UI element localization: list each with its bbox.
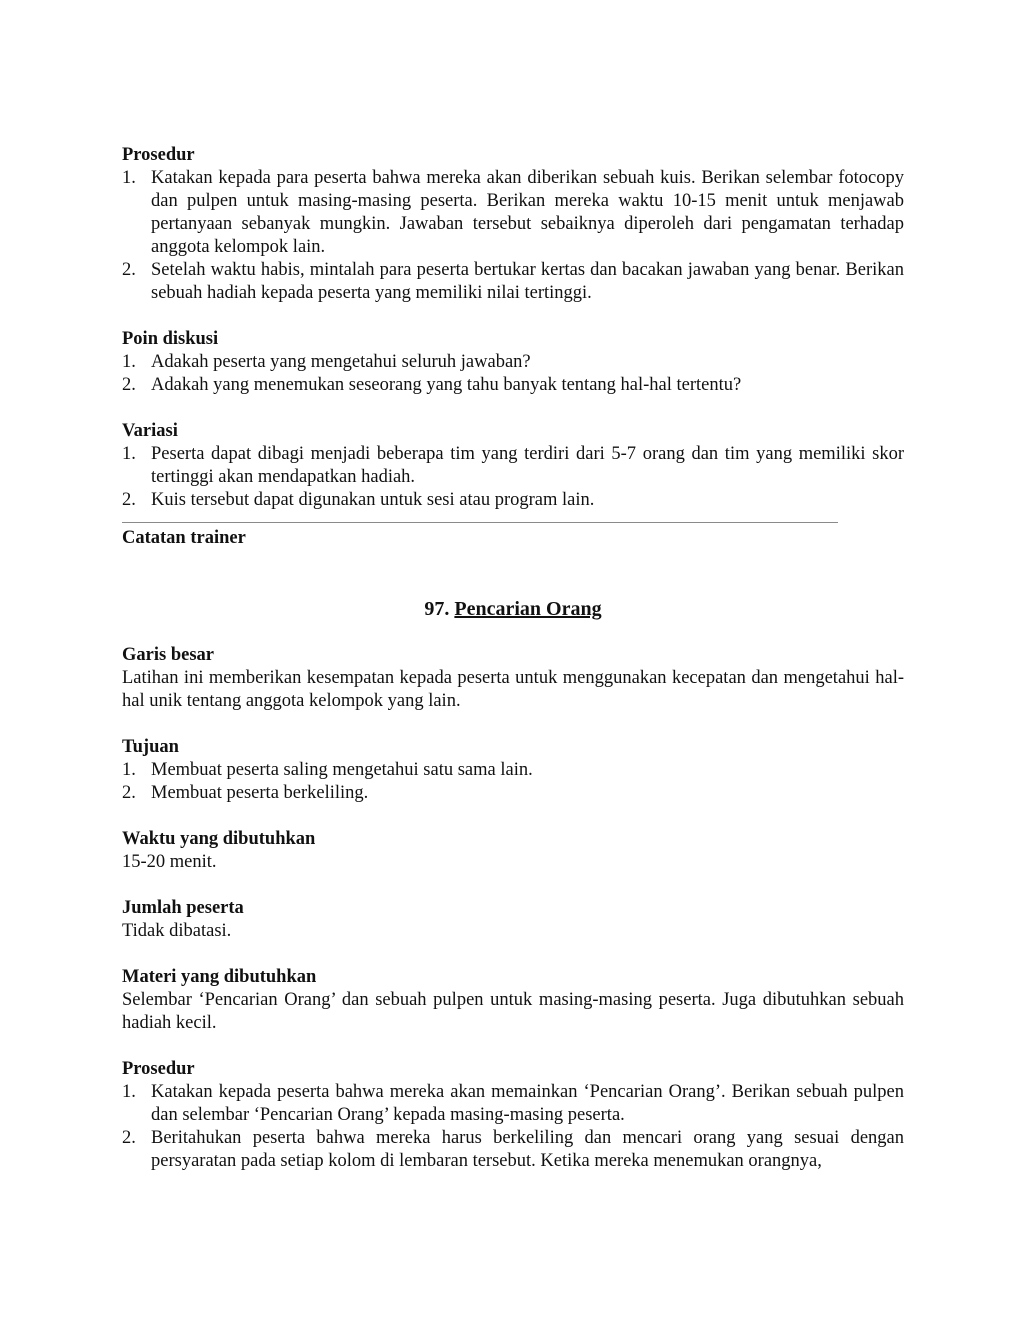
section-prosedur-1 [122, 144, 904, 305]
item-number: 1. [122, 760, 136, 780]
item-text: Adakah peserta yang mengetahui seluruh jawaban? [151, 352, 531, 372]
list-item [122, 443, 904, 489]
list-item [122, 374, 904, 397]
catatan-trainer-heading: Catatan trainer [122, 528, 246, 548]
numbered-list [122, 443, 904, 512]
section-tujuan [122, 736, 904, 805]
section-paragraph: 15-20 menit. [122, 852, 217, 872]
section-heading: Poin diskusi [122, 329, 219, 349]
list-item [122, 167, 904, 259]
section-heading: Waktu yang dibutuhkan [122, 829, 316, 849]
section-prosedur-2 [122, 1058, 904, 1173]
item-number: 1. [122, 352, 136, 372]
numbered-list [122, 759, 904, 805]
item-text: Membuat peserta berkeliling. [151, 783, 369, 803]
item-number: 1. [122, 168, 136, 188]
numbered-list [122, 1081, 904, 1173]
section-garis-besar [122, 644, 904, 713]
list-item [122, 259, 904, 305]
activity-name: Pencarian Orang [454, 598, 602, 620]
section-heading: Garis besar [122, 645, 214, 665]
item-text: Katakan kepada para peserta bahwa mereka akan diberikan sebuah kuis. Berikan selembar fotocopy dan pulpen untuk masing-masing peserta. Berikan mereka waktu 10-15 menit untuk menjawab pertanyaan sebanyak mungkin. Jawaban tersebut sebaiknya diperoleh dari pengamatan terhadap anggota kelompok lain. [151, 168, 904, 257]
activity-title [122, 597, 904, 622]
item-number: 2. [122, 375, 136, 395]
item-text: Katakan kepada peserta bahwa mereka akan memainkan ‘Pencarian Orang’. Berikan sebuah pulpen dan selembar ‘Pencarian Orang’ kepada masing-masing peserta. [151, 1082, 904, 1125]
numbered-list [122, 167, 904, 305]
section-heading: Tujuan [122, 737, 179, 757]
list-item [122, 489, 904, 512]
section-materi [122, 966, 904, 1035]
item-text: Setelah waktu habis, mintalah para peserta bertukar kertas dan bacakan jawaban yang benar. Berikan sebuah hadiah kepada peserta yang memiliki nilai tertinggi. [151, 260, 904, 303]
item-number: 1. [122, 444, 136, 464]
numbered-list [122, 351, 904, 397]
item-text: Peserta dapat dibagi menjadi beberapa tim yang terdiri dari 5-7 orang dan tim yang memiliki skor tertinggi akan mendapatkan hadiah. [151, 444, 904, 487]
list-item [122, 351, 904, 374]
section-heading: Jumlah peserta [122, 898, 244, 918]
section-heading: Prosedur [122, 145, 195, 165]
list-item [122, 782, 904, 805]
item-number: 2. [122, 783, 136, 803]
list-item [122, 1127, 904, 1173]
section-paragraph: Tidak dibatasi. [122, 921, 232, 941]
section-paragraph: Selembar ‘Pencarian Orang’ dan sebuah pulpen untuk masing-masing peserta. Juga dibutuhkan sebuah hadiah kecil. [122, 990, 904, 1033]
list-item [122, 1081, 904, 1127]
section-heading: Variasi [122, 421, 178, 441]
section-waktu [122, 828, 904, 874]
item-text: Beritahukan peserta bahwa mereka harus berkeliling dan mencari orang yang sesuai dengan persyaratan pada setiap kolom di lembaran tersebut. Ketika mereka menemukan orangnya, [151, 1128, 904, 1171]
item-text: Adakah yang menemukan seseorang yang tahu banyak tentang hal-hal tertentu? [151, 375, 742, 395]
section-jumlah-peserta [122, 897, 904, 943]
horizontal-rule [122, 522, 838, 523]
item-number: 2. [122, 490, 136, 510]
item-text: Kuis tersebut dapat digunakan untuk sesi atau program lain. [151, 490, 595, 510]
document-page [122, 144, 904, 1173]
item-number: 2. [122, 1128, 136, 1148]
list-item [122, 759, 904, 782]
section-heading: Materi yang dibutuhkan [122, 967, 317, 987]
section-heading: Prosedur [122, 1059, 195, 1079]
activity-number: 97. [424, 598, 450, 620]
section-poin-diskusi [122, 328, 904, 397]
item-number: 1. [122, 1082, 136, 1102]
section-variasi [122, 420, 904, 512]
item-text: Membuat peserta saling mengetahui satu sama lain. [151, 760, 533, 780]
item-number: 2. [122, 260, 136, 280]
section-paragraph: Latihan ini memberikan kesempatan kepada peserta untuk menggunakan kecepatan dan mengetahui hal-hal unik tentang anggota kelompok yang lain. [122, 668, 904, 711]
